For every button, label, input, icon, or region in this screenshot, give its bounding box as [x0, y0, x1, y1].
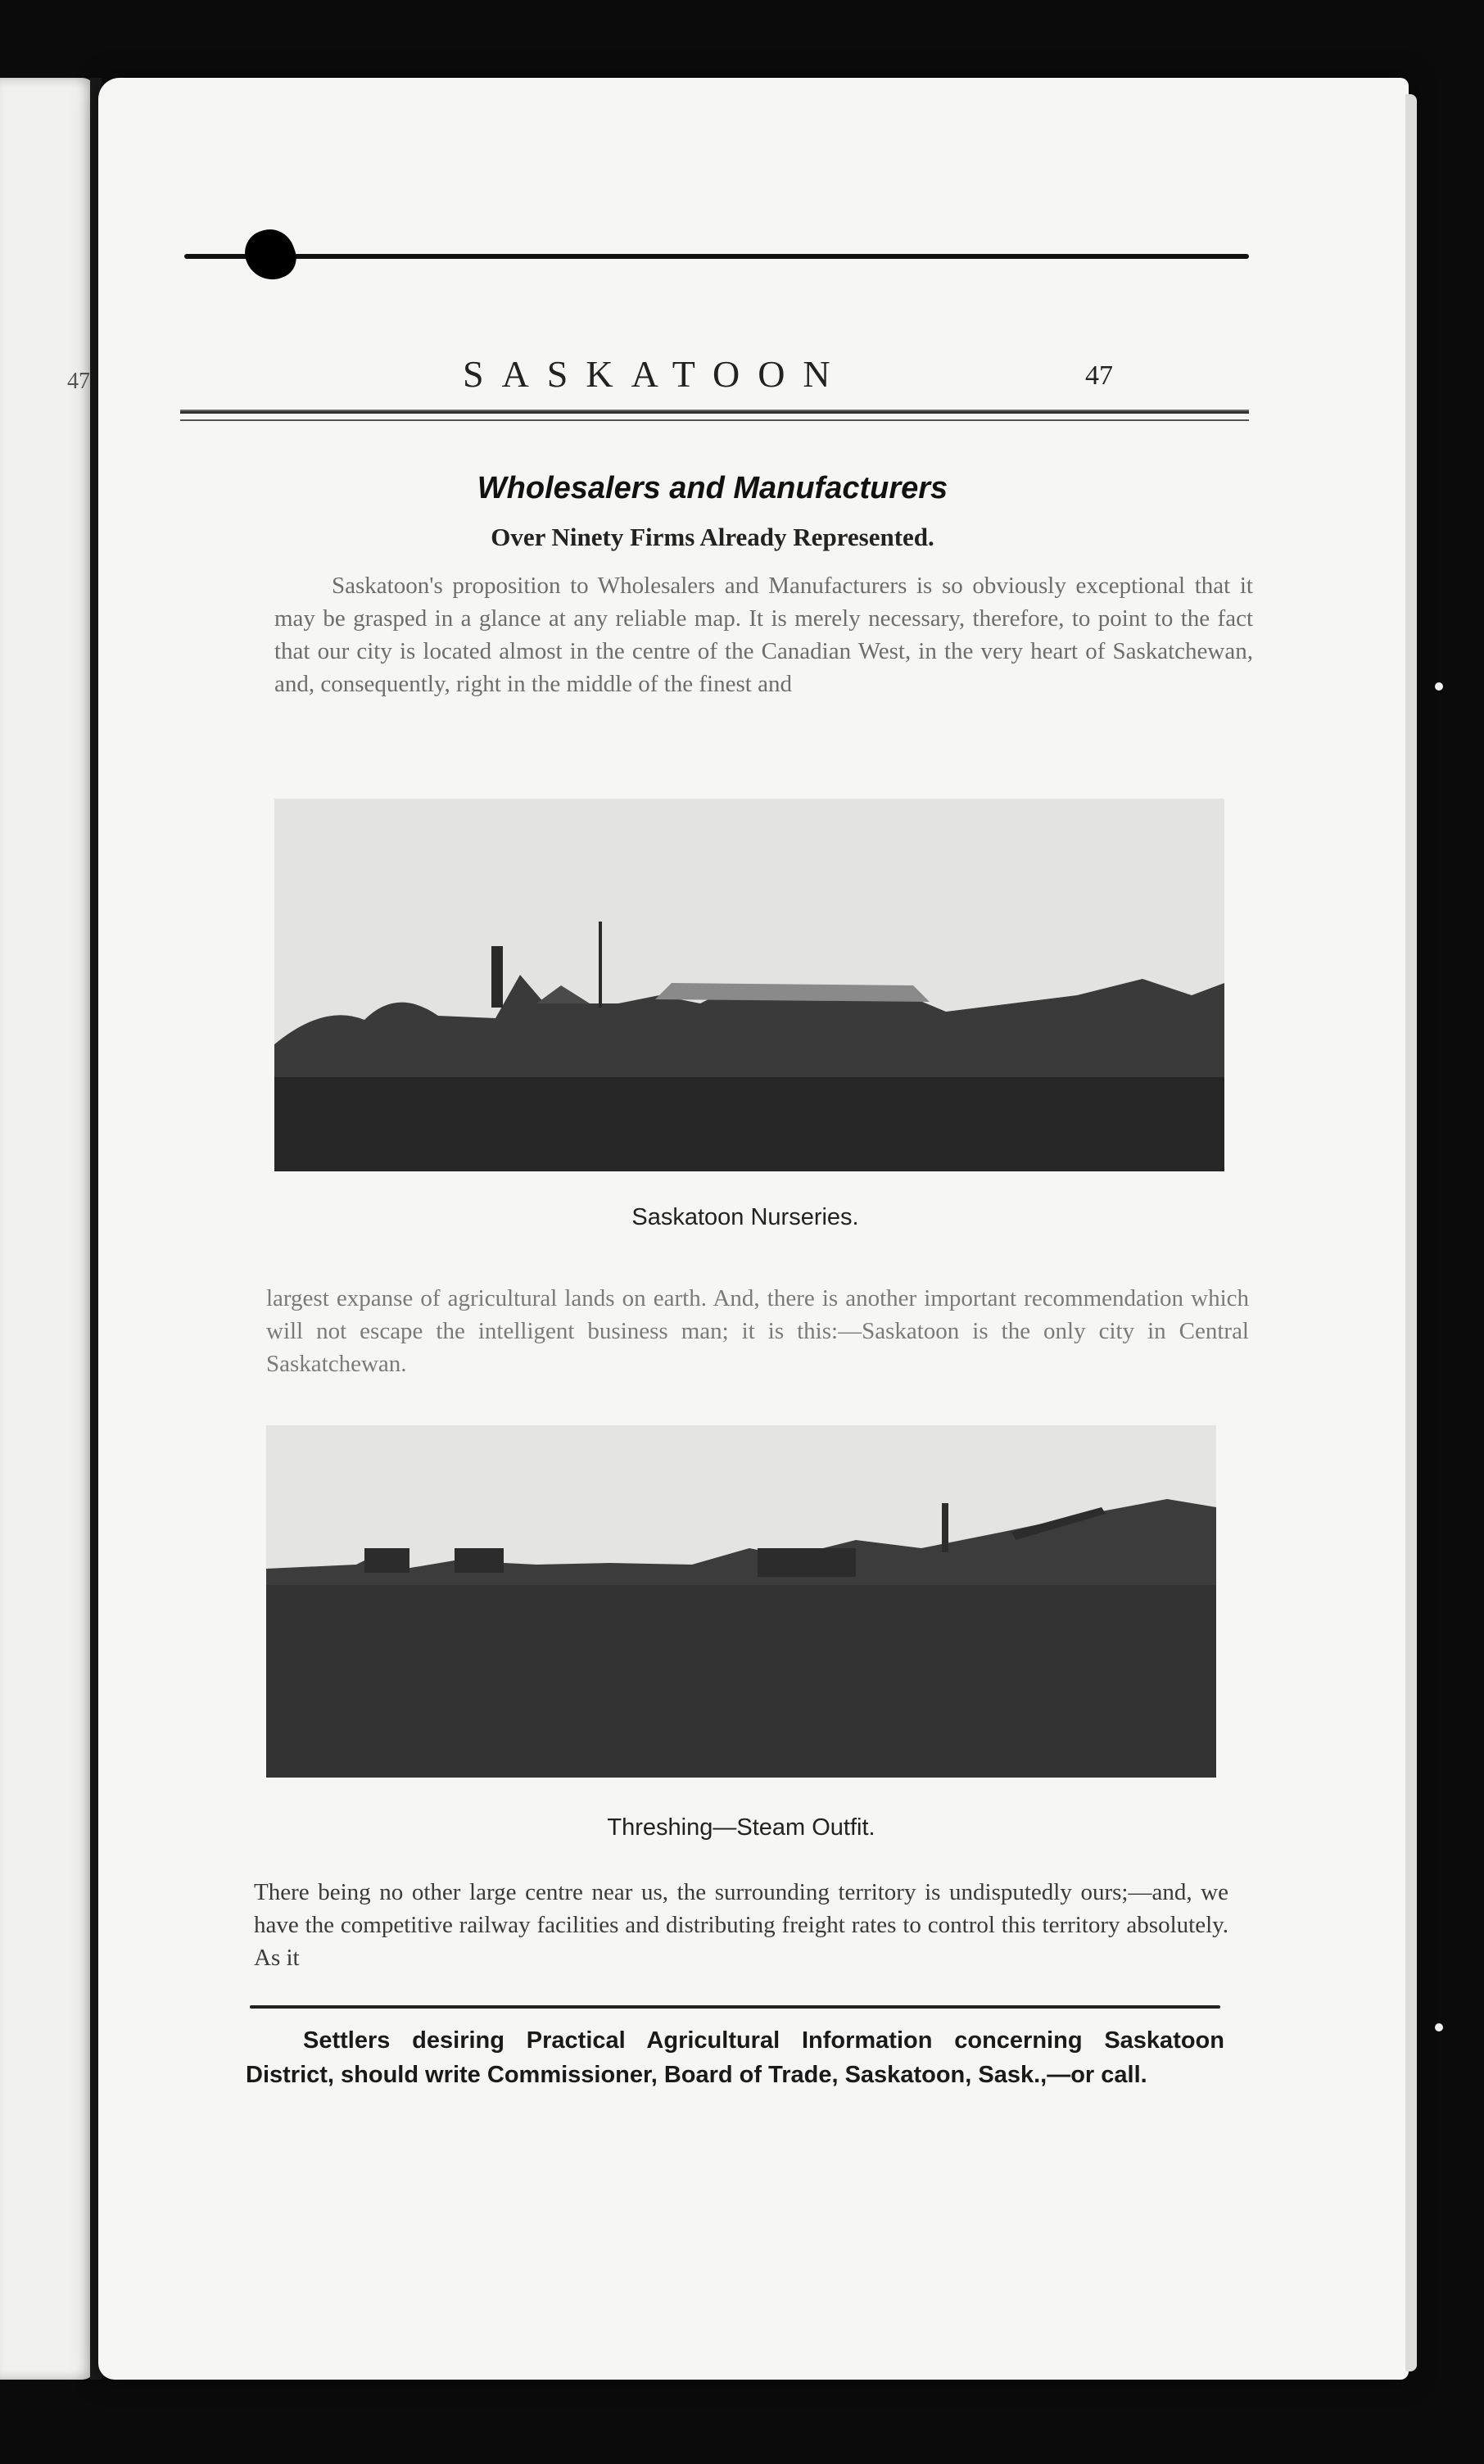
- article-title: Wholesalers and Manufacturers: [477, 471, 948, 505]
- header-rule-bottom-thin: [180, 419, 1249, 421]
- page-number: 47: [1085, 360, 1113, 391]
- page-edge: [1405, 94, 1417, 2371]
- footer-note: Settlers desiring Practical Agricultural Information concerning Saskatoon District, should write Commissioner, Board of Trade, Saskatoon, Sask.,—or call.: [246, 2027, 1224, 2088]
- running-head-title: SASKATOON: [463, 353, 848, 395]
- article-subtitle: Over Ninety Firms Already Represented.: [491, 523, 934, 551]
- scan-speck: [1435, 682, 1443, 691]
- facing-page-edge: [0, 78, 97, 2380]
- threshing-photo-caption: Threshing—Steam Outfit.: [607, 1814, 875, 1841]
- header-rule-top: [184, 254, 1249, 259]
- paragraph-2: largest expanse of agricultural lands on earth. And, there is another important recommendation which will not escape the intelligent business man; it is this:—Saskatoon is the only city in Central Saskatchewan.: [266, 1285, 1249, 1377]
- scan-speck: [1435, 2023, 1443, 2031]
- threshing-photo-illustration: [266, 1425, 1216, 1778]
- nursery-photo: [274, 799, 1224, 1171]
- facing-page-number: 47: [67, 369, 90, 394]
- nursery-photo-caption: Saskatoon Nurseries.: [631, 1204, 859, 1230]
- header-rule-bottom: [180, 410, 1249, 414]
- footer-rule: [250, 2005, 1220, 2009]
- paragraph-3: There being no other large centre near us, the surrounding territory is undisputedly ours;—and, we have the competitive railway facilities and distributing freight rates to control this territory absolutely. As it: [254, 1879, 1228, 1971]
- paragraph-1: Saskatoon's proposition to Wholesalers and Manufacturers is so obviously exceptional that it may be grasped in a glance at any reliable map. It is merely necessary, therefore, to point to the fact that our city is located almost in the centre of the Canadian West, in the very heart of Saskatchewan, and, consequently, right in the middle of the finest and: [274, 573, 1253, 697]
- threshing-photo: [266, 1425, 1216, 1778]
- nursery-photo-illustration: [274, 799, 1224, 1171]
